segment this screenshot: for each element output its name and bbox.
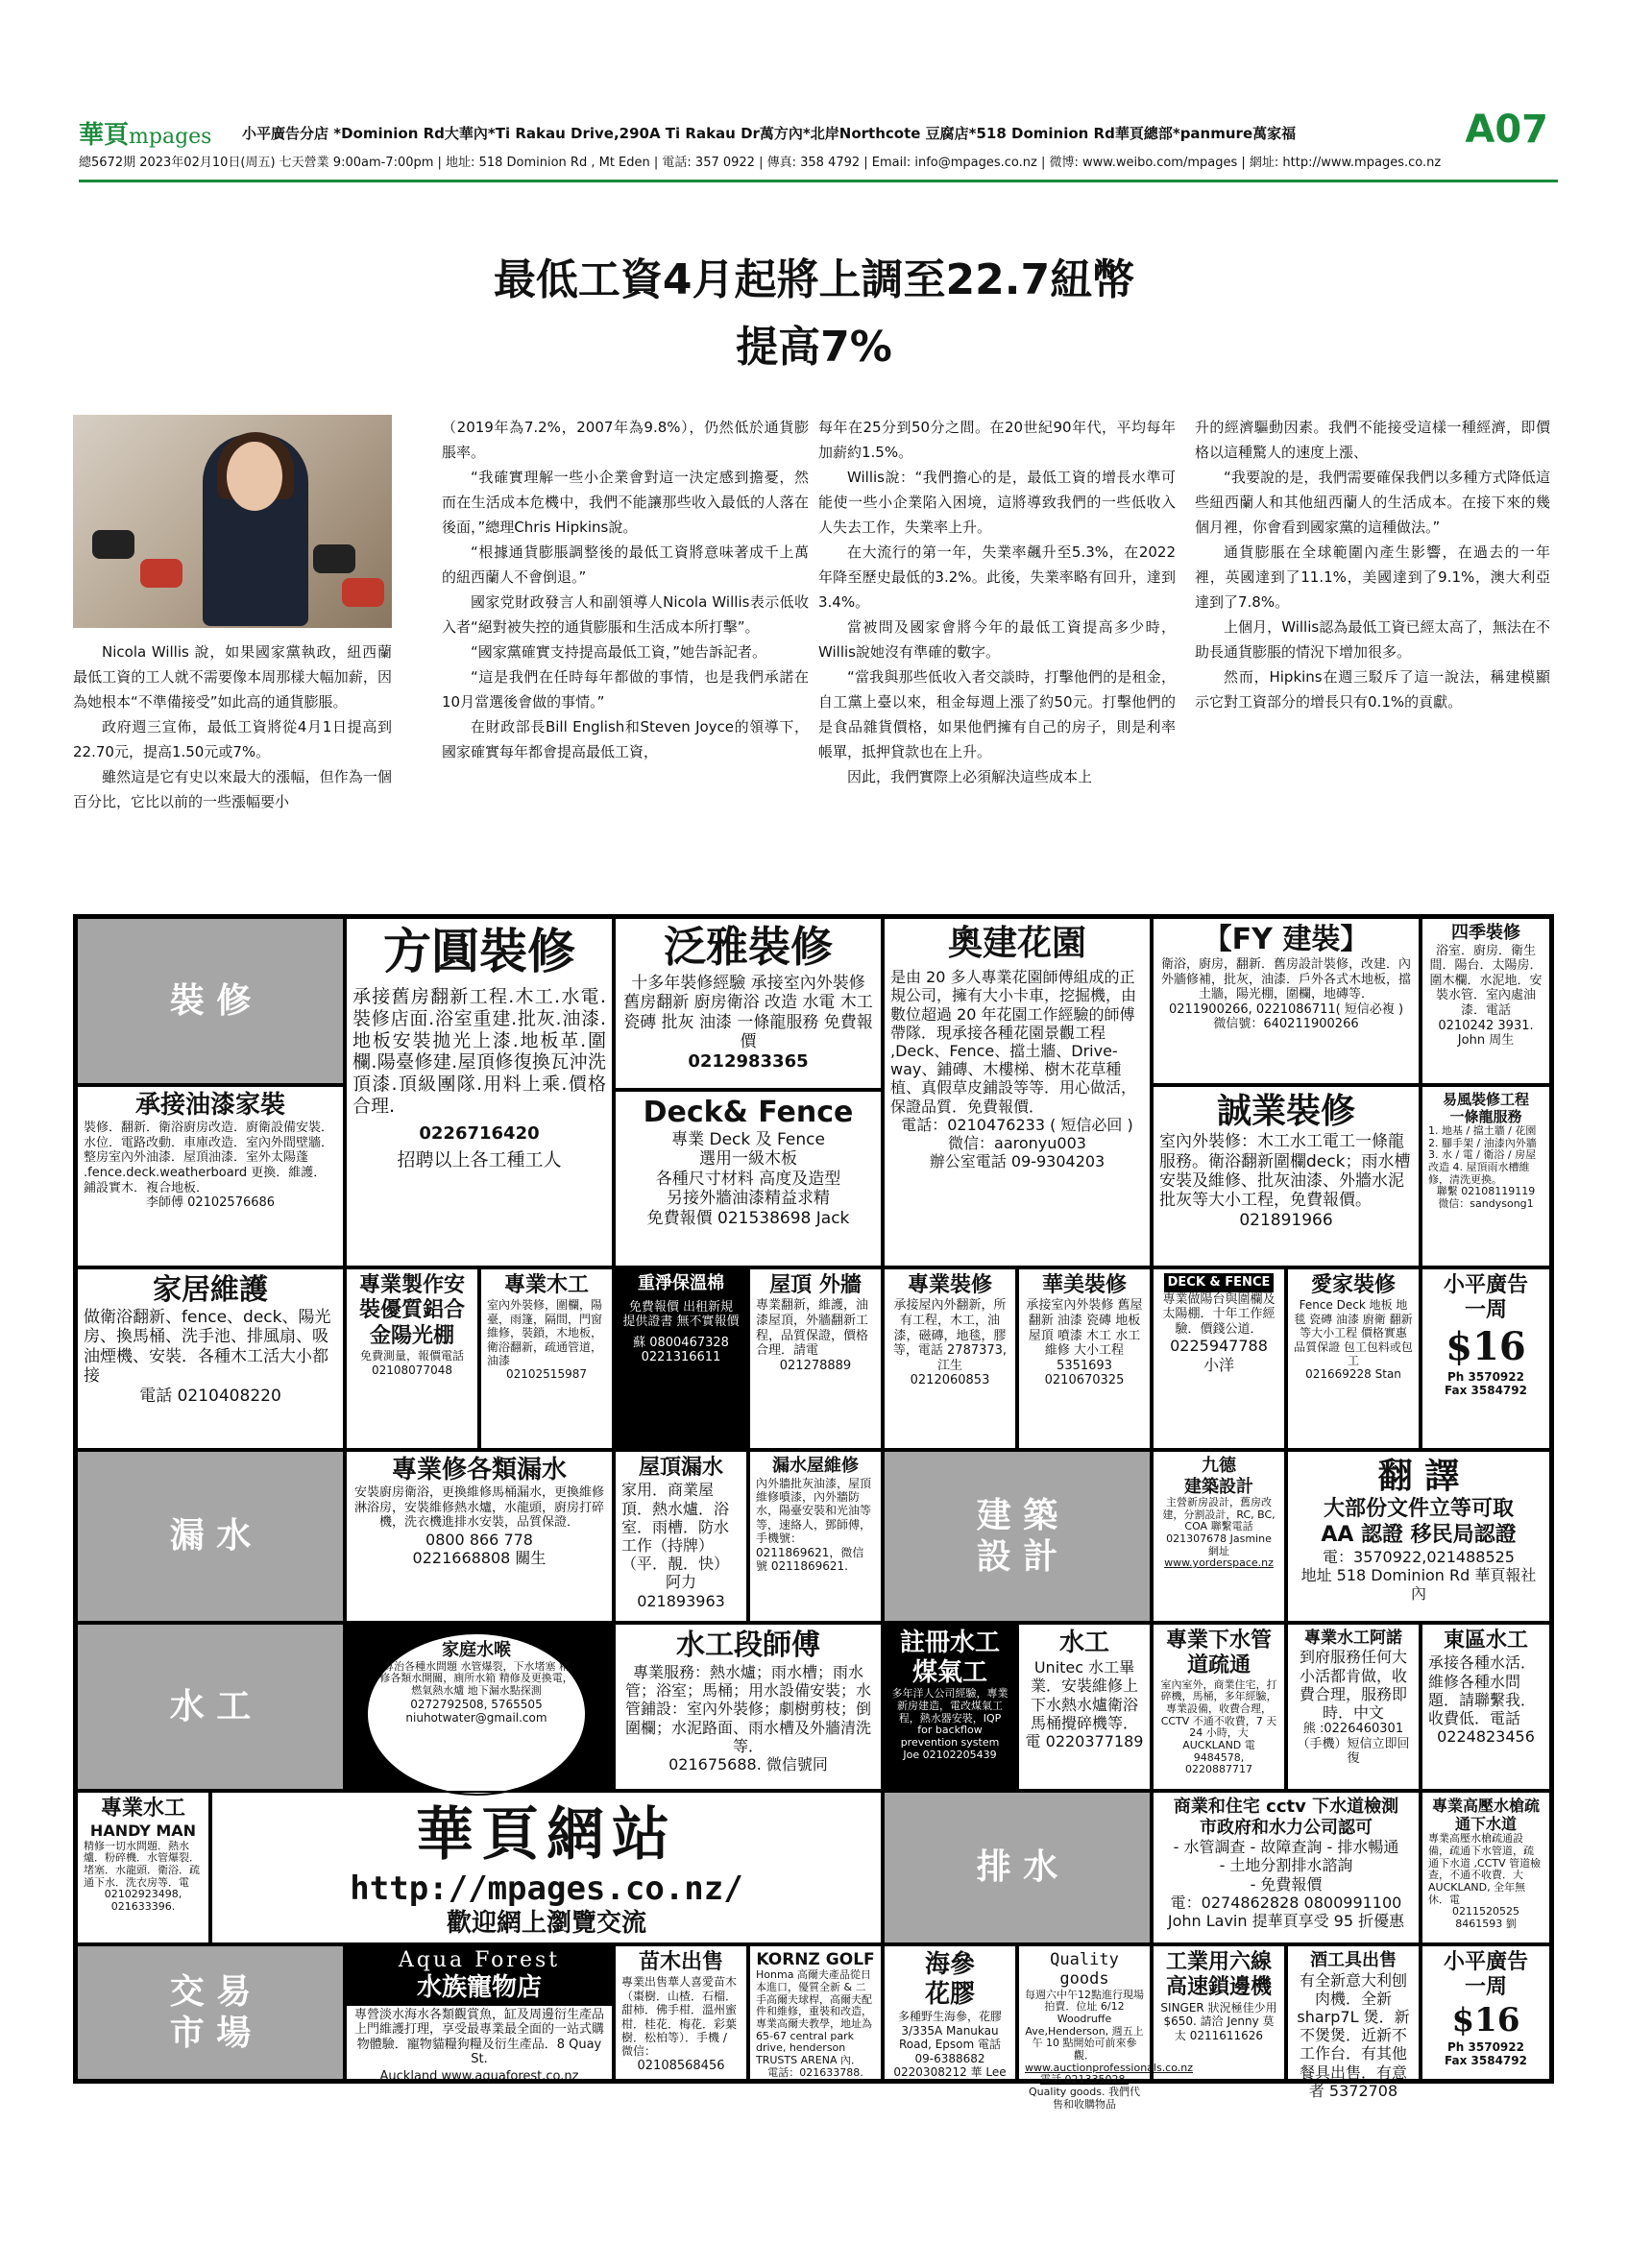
mpages-url-link[interactable]: http://mpages.co.nz/: [350, 1870, 743, 1908]
ad-mugong: 專業木工 室內外裝修，圍欄，陽臺，雨篷，隔間，門窗維修，裝鎖，木地板，衛浴翻新，疏通管道，油漆 02102515987: [479, 1267, 614, 1450]
jiude-website-link[interactable]: www.yorderspace.nz: [1164, 1556, 1274, 1570]
ad-fanyi: 翻 譯 大部份文件立等可取 AA 認證 移民局認證 電：3570922,021488525 地址 518 Dominion Rd 華頁報社內: [1286, 1450, 1551, 1623]
article-col-2: （2019年為7.2%，2007年為9.8%），仍然低於通貨膨脹率。 “我確實理解一些小企業會對這一決定感到擔憂，然而在生活成本危機中，我們不能讓那些收入最低的人落在後面，”總理Chris Hipkins說。 “根據通貨膨脹調整後的最低工資將意味著成千上萬的紐西蘭人不會倒退。” 國家党財政發言人和副領導人Nicola Willis表示低收入者“絕對被失控的通貨膨脹和生活成本所打擊”。 “國家黨確實支持提高最低工資，”她告訴記者。 “這是我們在任時每年都做的事情，也是我們承諾在10月當選後會做的事情。” 在財政部長Bill English和Steven Joyce的領導下，國家確實每年都會提高最低工資，: [442, 419, 809, 760]
ad-kornz-golf: KORNZ GOLF Honma 高爾夫產品從日本進口，優質全新 & 二手高爾夫球桿，高爾夫配件和維修，重裝和改造，專業高爾夫教學，地址為 65-67 central park drive, henderson TRUSTS ARENA 內． 電話：021633788.: [748, 1944, 883, 2081]
ad-jiuju: 酒工具出售 有全新意大利刨肉機．全新 sharp7L 煲．新不煲煲．近新不工作台．有其他餐具出售．有意者 5372708: [1286, 1944, 1421, 2081]
ad-deck-fence: Deck& Fence 專業 Deck 及 Fence 選用一級木板 各種尺寸材料 高度及造型 另接外牆油漆精益求精 免費報價 021538698 Jack: [614, 1090, 883, 1267]
ad-louhui: 專業修各類漏水 安裝廚房衛浴，更換維修馬桶漏水，更換維修淋浴房，安裝維修熱水爐，水龍頭，廚房打碎機，洗衣機進排水安裝，品質保證． 0800 866 778 0221668808 關生: [345, 1450, 614, 1623]
category-renovation: 裝 修: [76, 917, 345, 1085]
ad-xiaoping-2: 小平廣告 一周 $16 Ph 3570922 Fax 3584792: [1421, 1944, 1551, 2081]
ad-shuigong-duan: 水工段師傅 專業服務：熱水爐；雨水槽；雨水管；浴室；馬桶；用水設備安裝；水管鋪設：室內外裝修；劇樹剪枝；倒圍欄；水泥路面、雨水槽及外牆清洗等． 021675688. 微信號同: [614, 1623, 883, 1791]
ad-fy: 【FY 建裝】 衛浴，廚房，翻新．舊房設計裝修，改建．內外牆修補，批灰，油漆．戶外各式木地板，擋土牆，陽光棚，圍欄，地磚等． 0211900266, 0221086711( 短信必複 ) 微信號：640211900266: [1152, 917, 1421, 1085]
ad-zhuce: 註冊水工煤氣工 多年洋人公司經驗，專業新房建造，電改煤氣工程，熱水器安裝，IQP for backflow prevention system Joe 02102205439: [883, 1623, 1017, 1791]
ad-chengye: 誠業裝修 室內外裝修：木工水工電工一條龍服務。衛浴翻新圍欄deck；雨水槽安裝及維修、批灰油漆、外牆水泥批灰等大小工程，免費報價。 021891966: [1152, 1085, 1421, 1267]
ad-zhuanye: 專業裝修 承接屋內外翻新，所有工程，木工，油漆，磁磚，地毯，膠等，電話 2787373, 江生 0212060853: [883, 1267, 1017, 1450]
ad-louwu: 漏水屋維修 內外牆批灰油漆，屋頂維修噴漆，內外牆防水，陽臺安裝和光油等等，速絡人，鄧師傅，手機號：0211869621，微信號 0211869621.: [748, 1450, 883, 1623]
ad-dongqu: 東區水工 承接各種水活．維修各種水問題．請聯繫我．收費低．電話 0224823456: [1421, 1623, 1551, 1791]
ad-fanya: 泛雅裝修 十多年裝修經驗 承接室內外裝修 舊房翻新 廚房衛浴 改造 水電 木工 瓷磚 批灰 油漆 一條龍服務 免費報價 0212983365: [614, 917, 883, 1090]
ad-jiude: 九德 建築設計 主營新房設計，舊房改建，分割設計，RC, BC, COA 聯繫電話 021307678 Jasmine 網址 www.yorderspace.nz: [1152, 1450, 1286, 1623]
ad-handyman: 專業水工 HANDY MAN 精修一切水問題．熱水爐．粉碎機．水管爆裂．堵塞．水龍頭．衛浴．疏通下水．洗衣房等．電 02102923498, 021633396.: [76, 1791, 210, 1944]
ad-aqua-forest: Aqua Forest 水族寵物店 專營淡水海水各類觀賞魚，缸及周邊衍生產品上門維護打理，享受最專業最全面的一站式購物體驗．寵物貓糧狗糧及衍生產品．8 Quay St. Auckland www.aquaforest.co.nz: [345, 1944, 614, 2081]
classified-grid: [73, 914, 1554, 2111]
ad-lvhe: 專業製作安裝優質鋁合金陽光棚 免費測量，報價電話 02108077048: [345, 1267, 479, 1450]
article-photo: [73, 415, 392, 628]
category-building-design: 建 築 設 計: [883, 1450, 1152, 1623]
ad-wuding-loushui: 屋頂漏水 家用．商業屋頂．熱水爐．浴室．雨槽．防水工作（持牌）（平．靚．快） 阿力 021893963: [614, 1450, 748, 1623]
ad-shuihou: 家庭水喉 專治各種水問題 水管爆裂，下水堵塞 精修各類水開關，廁所水箱 精修及更換電，燃氣熱水爐 地下漏水點探測 0272792508, 5765505 niuhotwater@gmail.com: [345, 1623, 614, 1791]
logo-text: 華頁: [79, 121, 130, 150]
article-col-4: 升的經濟驅動因素。我們不能接受這樣一種經濟，即價格以這種驚人的速度上漲、 “我要說的是，我們需要確保我們以多種方式降低這些紐西蘭人和其他紐西蘭人的生活成本。在接下來的幾個月裡，你會看到國家黨的這種做法。” 通貨膨脹在全球範圍內產生影響，在過去的一年裡，英國達到了11.1%，美國達到了9.1%，澳大利亞達到了7.8%。 上個月，Willis認為最低工資已經太高了，無法在不助長通貨膨脹的情況下增加很多。 然而，Hipkins在週三駁斥了這一說法，稱建模顯示它對工資部分的增長只有0.1%的貢獻。: [1195, 419, 1550, 711]
ad-huamei: 華美裝修 承接室內外裝修 舊屋翻新 油漆 瓷磚 地板 屋頂 噴漆 木工 水工 維修 大小工程 5351693 0210670325: [1017, 1267, 1152, 1450]
issue-line: 總5672期 2023年02月10日(周五) 七天營業 9:00am-7:00pm | 地址: 518 Dominion Rd , Mt Eden | 電話: 357 0922 | 傳真: 358 4792 | Email: info@mpages.co.nz | 微博: www.weibo.com/mpages | 網址: http://www.mpages.co.nz: [79, 156, 1442, 170]
category-plumbing: 水 工: [76, 1623, 345, 1791]
ad-gaoya: 專業高壓水槍疏通下水道 專業高壓水槍疏通設備，疏通下水管道，疏通下水道 ,CCTV 管道檢查，不通不收費．大 AUCKLAND, 全年無休．電 0211520525 8461593 劉: [1421, 1791, 1551, 1944]
ad-deck-fence-2: DECK & FENCE 專業做陽台與圍欄及太陽棚．十年工作經驗．價錢公道． 0225947788 小洋: [1152, 1267, 1286, 1450]
aqua-forest-link[interactable]: Auckland www.aquaforest.co.nz: [379, 2068, 579, 2084]
page-number: A07: [1465, 108, 1548, 152]
ad-siji: 四季裝修 浴室．廚房．衛生間．陽台．太陽房．圍木欄．水泥地．安裝水管．室內處油漆．電話 0210242 3931. John 周生: [1421, 917, 1551, 1085]
ad-youqi: 承接油漆家裝 裝修．翻新．衛浴廚房改造．廚衛設備安裝．水位．電路改動．車庫改造．室內外間壁牆．整房室內外油漆．屋頂油漆．室外太陽蓬 .fence.deck.weatherboard 更換．維護．鋪設實木．複合地板． 李師傅 02102576686: [76, 1085, 345, 1267]
ad-cctv: 商業和住宅 cctv 下水道檢測 市政府和水力公司認可 - 水管調查 - 故障查詢 - 排水暢通 - 土地分割排水諮詢 - 免費報價 電：0274862828 0800991100 John Lavin 提華頁享受 95 折優惠: [1152, 1791, 1421, 1944]
ad-anuo: 專業水工阿諾 到府服務任何大小活都肯做，收費合理，服務即時．中文 熊 :0226460301（手機）短信立即回復: [1286, 1623, 1421, 1791]
category-leak: 漏 水: [76, 1450, 345, 1623]
category-market: 交 易 市 場: [76, 1944, 345, 2081]
ad-fangyuan: 方圓裝修 承接舊房翻新工程.木工.水電.裝修店面.浴室重建.批灰.油漆.地板安裝拋光上漆.地板革.圍欄.陽臺修建.屋頂修復換瓦沖洗頂漆.頂級團隊.用料上乘.價格合理. 0226716420 招聘以上各工種工人: [345, 917, 614, 1267]
ad-xiashui: 專業下水管道疏通 室內室外，商業住宅，打碎機，馬桶，多年經驗，專業設備，收費合理，CCTV 不通不收費，7 天 24 小時，大 AUCKLAND 電 9484578, 0220887717: [1152, 1623, 1286, 1791]
category-drainage: 排 水: [883, 1791, 1152, 1944]
ad-mpages-website: 華頁網站 http://mpages.co.nz/ 歡迎網上瀏覽交流: [210, 1791, 883, 1944]
branch-list: 小平廣告分店 *Dominion Rd大華內*Ti Rakau Drive,290A Ti Rakau Dr萬方內*北岸Northcote 豆腐店*518 Dominion Rd華頁總部*panmure萬家福: [242, 125, 1297, 142]
ad-xiaoping-1: 小平廣告 一周 $16 Ph 3570922 Fax 3584792: [1421, 1267, 1551, 1450]
headline: 最低工資4月起將上調至22.7紐幣: [493, 255, 1135, 304]
header-rule: [79, 180, 1558, 182]
article-col-3: 每年在25分到50分之間。在20世紀90年代，平均每年加薪約1.5%。 Willis說：“我們擔心的是，最低工資的增長水準可能使一些小企業陷入困境，這將導致我們的一些低收入人失去工作，失業率上升。 在大流行的第一年，失業率飆升至5.3%，在2022年降至歷史最低的3.2%。此後，失業率略有回升，達到3.4%。 當被問及國家會將今年的最低工資提高多少時，Willis說她沒有準確的數字。 “當我與那些低收入者交談時，打擊他們的是租金，自工黨上臺以來，租金每週上漲了約50元。打擊他們的是食品雜貨價格，如果他們擁有自己的房子，則是利率帳單，抵押貸款也在上升。 因此，我們實際上必須解決這些成本上: [818, 419, 1176, 785]
quality-goods-link[interactable]: www.auctionprofessionals.co.nz 電話 021335028.: [1025, 2061, 1194, 2087]
ad-yijian: 易風裝修工程 一條龍服務 1. 地基 / 擋土牆 / 花園 2. 腳手架 / 油漆內外牆 3. 水 / 電 / 衛浴 / 房屋改造 4. 屋頂雨水槽維修，清洗更換。 聯繫 02108119119 微信：sandysong1: [1421, 1085, 1551, 1267]
logo-mpages: mpages: [129, 125, 212, 149]
article-col-1: Nicola Willis 說，如果國家黨執政，紐西蘭最低工資的工人就不需要像本周那樣大幅加薪，因為她根本“不準備接受”如此高的通貨膨脹。 政府週三宣佈，最低工資將從4月1日提高到22.70元，提高1.50元或7%。 雖然這是它有史以來最大的漲幅，但作為一個百分比，它比以前的一些漲幅要小: [73, 643, 392, 810]
subheadline: 提高7%: [736, 323, 892, 372]
ad-aijia: 愛家裝修 Fence Deck 地板 地毯 瓷磚 油漆 廚衛 翻新 等大小工程 價格實惠 品質保證 包工包料或包工 021669228 Stan: [1286, 1267, 1421, 1450]
masthead: [79, 108, 1558, 184]
ad-baowen: 重淨保溫棉 免費報價 出租新規 提供證書 無不實報價 蘇 0800467328 0221316611: [614, 1267, 748, 1450]
ad-aojian-garden: 奧建花園 是由 20 多人專業花園師傅組成的正規公司，擁有大小卡車，挖掘機，由數位超過 20 年花園工作經驗的師傅帶隊．現承接各種花園景觀工程 ,Deck、Fence、擋土牆、Drive-way、鋪磚、木樓梯、樹木花草種植、真假草皮鋪設等等．用心做活，保證品質．免費報價． 電話：0210476233 ( 短信必回 ) 微信：aaronyu003 辦公室電話 09-9304203: [883, 917, 1152, 1267]
ad-quality-goods: Quality goods 每週六中午12點進行現場拍賣．位址 6/12 Woodruffe Ave,Henderson, 週五上午 10 點開始可前來參觀． www.auctionprofessionals.co.nz 電話 021335028. Quality goods. 我們代售和收購物品: [1017, 1944, 1152, 2081]
logo: [79, 115, 211, 151]
ad-suobianji: 工業用六線高速鎖邊機 SINGER 狀況極佳少用 $650. 請洽 Jenny 莫太 0211611626: [1152, 1944, 1286, 2081]
ad-miaomu: 苗木出售 專業出售華人喜愛苗木（棗樹．山楂．石榴．甜柿．佛手柑．溫州蜜柑．桂花．梅花．彩葉樹．松柏等）．手機 / 微信： 02108568456: [614, 1944, 748, 2081]
ad-shuigong: 水工 Unitec 水工畢業．安裝維修上下水熱水爐衛浴馬桶攪碎機等． 電 0220377189: [1017, 1623, 1152, 1791]
ad-jiaju: 家居維護 做衛浴翻新、fence、deck、陽光房、換馬桶、洗手池、排風扇、吸油煙機、安裝．各種木工活大小都接 電話 0210408220: [76, 1267, 345, 1450]
ad-wuding: 屋頂 外牆 專業翻新，維護，油漆屋頂，外牆翻新工程，品質保證，價格合理．請電 021278889: [748, 1267, 883, 1450]
ad-haishen: 海參 花膠 多種野生海參，花膠 3/335A Manukau Road, Epsom 電話 09-6388682 0220308212 華 Lee: [883, 1944, 1017, 2081]
